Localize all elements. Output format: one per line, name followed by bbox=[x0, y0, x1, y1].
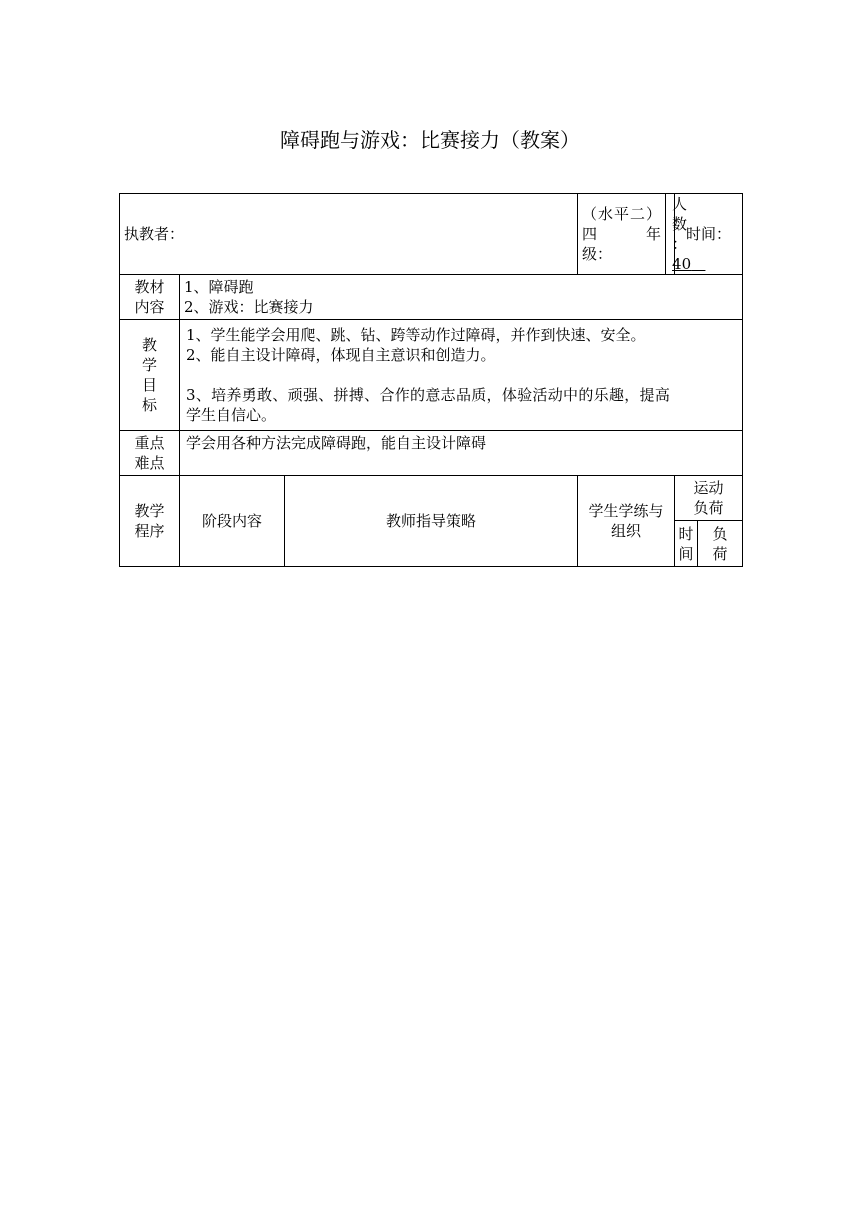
load-line1: 运动 bbox=[693, 479, 724, 497]
time-subheader: 时 间 bbox=[675, 521, 698, 566]
key-label-line1: 重点 bbox=[134, 434, 165, 452]
content-item: 2、游戏：比赛接力 bbox=[184, 298, 314, 316]
grade-line1: （水平二）四年 bbox=[582, 205, 662, 243]
goal-line: 1、学生能学会用爬、跳、钻、跨等动作过障碍，并作到快速、安全。 bbox=[186, 326, 646, 344]
content-label-line1: 教材 bbox=[134, 278, 165, 296]
procedure-label-cell bbox=[120, 476, 180, 567]
teacher-cell bbox=[120, 194, 578, 275]
goal-line: 3、培养勇敢、顽强、拼搏、合作的意志品质，体验活动中的乐趣，提高 bbox=[186, 386, 671, 404]
document-title: 障碍跑与游戏：比赛接力（教案） bbox=[280, 128, 580, 152]
teacher-label: 执教者： bbox=[124, 225, 185, 243]
goals-label-cell bbox=[120, 320, 180, 431]
goals-row bbox=[120, 320, 743, 431]
key-points-text: 学会用各种方法完成障碍跑，能自主设计障碍 bbox=[186, 434, 487, 452]
time-label: 时间： bbox=[686, 225, 732, 243]
time-load-subheaders bbox=[675, 521, 743, 567]
key-points-row bbox=[120, 431, 743, 476]
grade-line2: 级： bbox=[582, 245, 613, 263]
goal-line: 学生自信心。 bbox=[186, 406, 277, 424]
count-cell: 人 数 ： 40 bbox=[666, 194, 675, 275]
goals-label-char: 目 bbox=[141, 376, 157, 394]
goals-text-cell bbox=[180, 320, 743, 431]
content-label-cell bbox=[120, 275, 180, 320]
key-text-cell bbox=[180, 431, 743, 476]
goals-label-char: 学 bbox=[141, 356, 157, 374]
teacher-strategy-header: 教师指导策略 bbox=[285, 476, 578, 567]
count-value: 40 bbox=[672, 255, 692, 273]
key-label-line2: 难点 bbox=[134, 454, 165, 472]
content-items-cell bbox=[180, 275, 743, 320]
goal-line: 2、能自主设计障碍，体现自主意识和创造力。 bbox=[186, 346, 496, 364]
content-row bbox=[120, 275, 743, 320]
exercise-load-header bbox=[675, 476, 743, 521]
procedure-row bbox=[120, 476, 743, 521]
content-label-line2: 内容 bbox=[134, 298, 165, 316]
procedure-label-line1: 教学 bbox=[134, 502, 165, 520]
content-item: 1、障碍跑 bbox=[184, 278, 254, 296]
load-line2: 负荷 bbox=[693, 499, 724, 517]
load-subheader: 负 荷 bbox=[712, 524, 728, 563]
lesson-plan-table bbox=[119, 193, 743, 567]
student-org-header: 学生学练与组织 bbox=[578, 476, 675, 567]
key-label-cell bbox=[120, 431, 180, 476]
header-row bbox=[120, 194, 743, 275]
procedure-label-line2: 程序 bbox=[134, 522, 165, 540]
goals-label-char: 教 bbox=[141, 336, 157, 354]
goals-label-char: 标 bbox=[141, 396, 157, 414]
grade-cell bbox=[578, 194, 666, 275]
stage-header: 阶段内容 bbox=[180, 476, 285, 567]
